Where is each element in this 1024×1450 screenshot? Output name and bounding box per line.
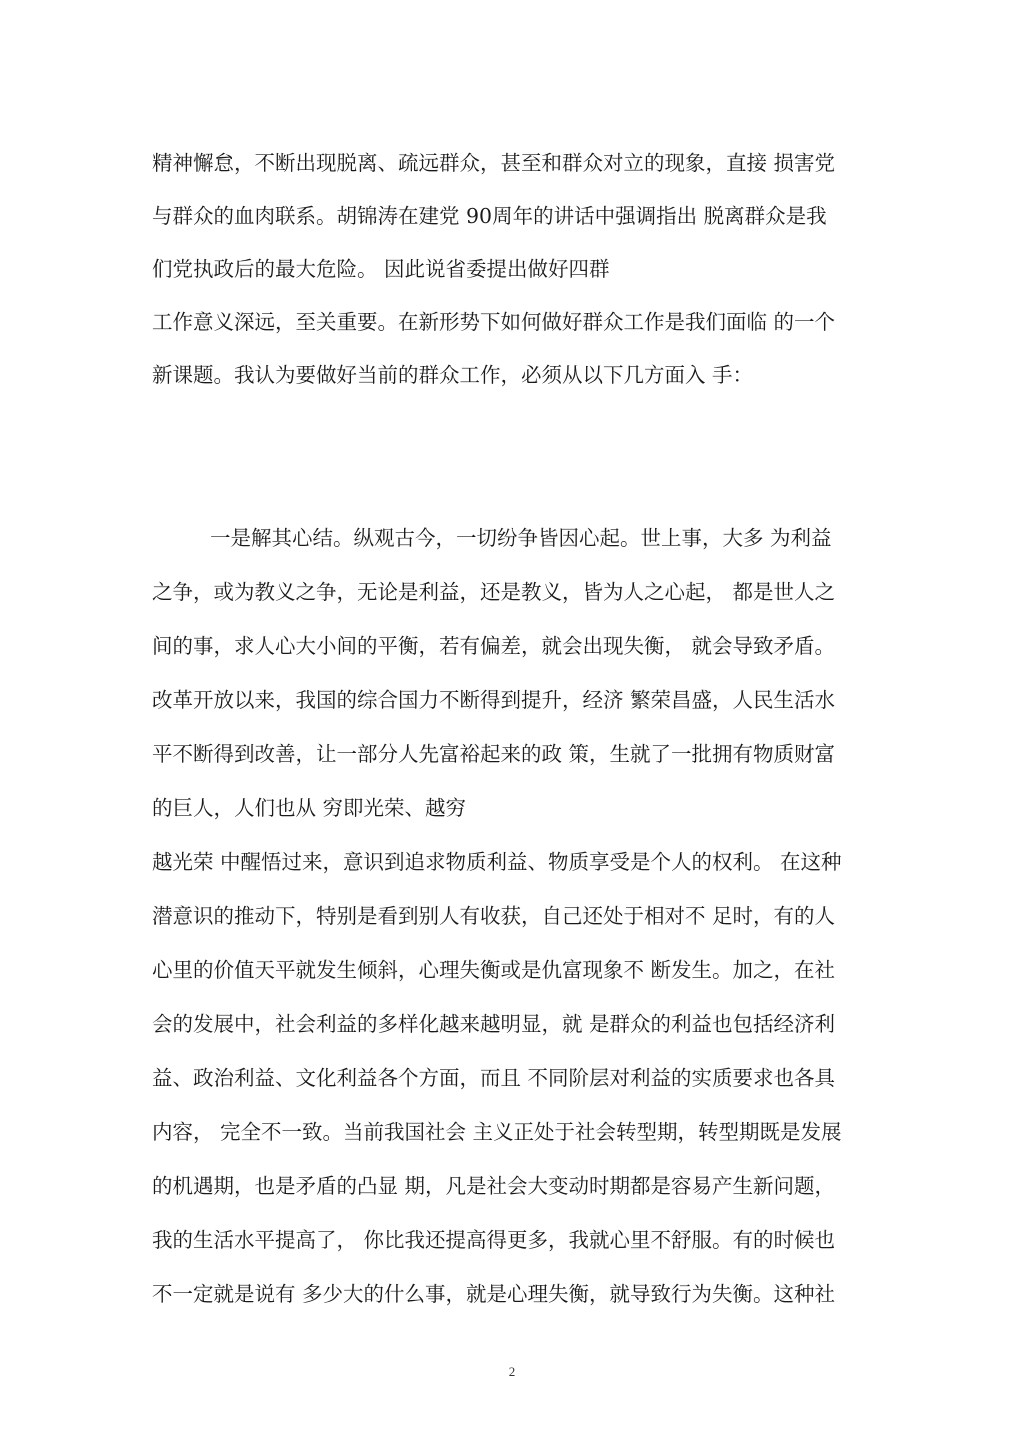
- text-line: 工作意义深远，至关重要。在新形势下如何做好群众工作是我们面临 的一个: [152, 310, 836, 334]
- text-line: 内容， 完全不一致。当前我国社会 主义正处于社会转型期，转型期既是发展: [152, 1120, 842, 1144]
- text-line: 我的生活水平提高了， 你比我还提高得更多，我就心里不舒服。有的时候也: [152, 1228, 836, 1252]
- text-line: 的巨人，人们也从 穷即光荣、越穷: [152, 796, 467, 820]
- text-line: 不一定就是说有 多少大的什么事，就是心理失衡，就导致行为失衡。这种社: [152, 1282, 836, 1306]
- page-number: 2: [508, 1364, 516, 1379]
- text-line: 与群众的血肉联系。胡锦涛在建党 90周年的讲话中强调指出 脱离群众是我: [152, 204, 827, 228]
- text-line: 益、政治利益、文化利益各个方面，而且 不同阶层对利益的实质要求也各具: [152, 1066, 836, 1090]
- text-line: 改革开放以来，我国的综合国力不断得到提升，经济 繁荣昌盛，人民生活水: [152, 688, 836, 712]
- paragraph-first-line: 一是解其心结。纵观古今，一切纷争皆因心起。世上事，大多 为利益: [210, 526, 832, 550]
- text-line: 精神懈怠，不断出现脱离、疏远群众，甚至和群众对立的现象，直接 损害党: [152, 151, 836, 175]
- text-line: 心里的价值天平就发生倾斜，心理失衡或是仇富现象不 断发生。加之，在社: [152, 958, 836, 982]
- text-line: 平不断得到改善，让一部分人先富裕起来的政 策，生就了一批拥有物质财富: [152, 742, 836, 766]
- text-line: 之争，或为教义之争，无论是利益，还是教义，皆为人之心起， 都是世人之: [152, 580, 836, 604]
- text-line: 间的事，求人心大小间的平衡，若有偏差，就会出现失衡， 就会导致矛盾。: [152, 634, 836, 658]
- text-line: 潜意识的推动下，特别是看到别人有收获，自己还处于相对不 足时，有的人: [152, 904, 836, 928]
- text-line: 的机遇期，也是矛盾的凸显 期，凡是社会大变动时期都是容易产生新问题，: [152, 1174, 836, 1198]
- text-line: 越光荣 中醒悟过来，意识到追求物质利益、物质享受是个人的权利。 在这种: [152, 850, 842, 874]
- text-line: 们党执政后的最大危险。 因此说省委提出做好四群: [152, 257, 610, 281]
- text-line: 会的发展中，社会利益的多样化越来越明显，就 是群众的利益也包括经济利: [152, 1012, 836, 1036]
- text-line: 新课题。我认为要做好当前的群众工作，必须从以下几方面入 手：: [152, 363, 754, 387]
